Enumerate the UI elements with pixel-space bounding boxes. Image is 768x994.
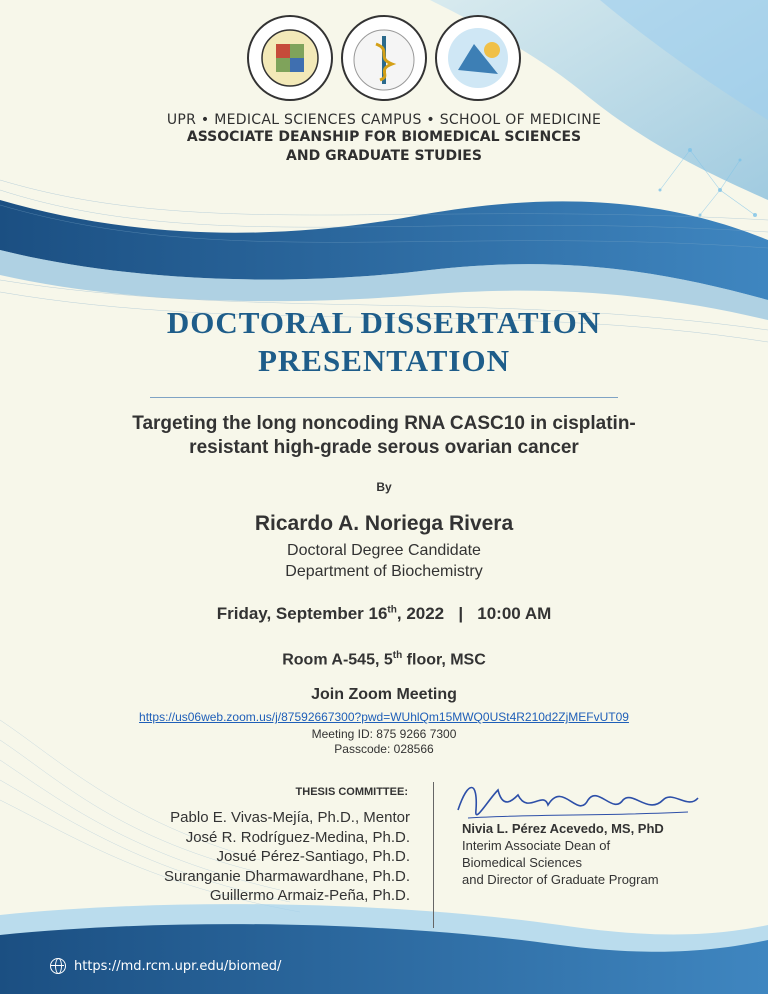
committee-list	[60, 808, 410, 906]
zoom-meeting-id: Meeting ID: 875 9266 7300	[311, 727, 457, 741]
location-sup: th	[392, 650, 403, 661]
signer-name: Nivia L. Pérez Acevedo, MS, PhD	[462, 821, 664, 836]
footer-website[interactable]	[50, 958, 281, 974]
logo-row	[0, 14, 768, 110]
presenter-department: Department of Biochemistry	[285, 563, 483, 580]
committee-divider	[433, 782, 434, 928]
committee-heading: THESIS COMMITTEE:	[295, 786, 408, 798]
signer-title-3: and Director of Graduate Program	[462, 872, 659, 887]
title-line-1: DOCTORAL DISSERTATION	[166, 305, 602, 340]
header-line-2: ASSOCIATE DEANSHIP FOR BIOMEDICAL SCIENCES	[186, 129, 582, 145]
signer-title-1: Interim Associate Dean of	[462, 838, 611, 853]
date-time	[0, 604, 768, 624]
thesis-title	[60, 412, 708, 460]
committee-member: Pablo E. Vivas-Mejía, Ph.D., Mentor	[170, 809, 410, 826]
presenter-role: Doctoral Degree Candidate	[287, 542, 481, 559]
thesis-line-1: Targeting the long noncoding RNA CASC10 in cisplatin-	[132, 413, 636, 434]
thesis-line-2: resistant high-grade serous ovarian cancer	[189, 437, 579, 458]
zoom-passcode: Passcode: 028566	[334, 742, 434, 756]
presenter-name: Ricardo A. Noriega Rivera	[254, 512, 514, 535]
escuela-de-medicina-seal	[340, 14, 428, 102]
location	[0, 650, 768, 669]
header-line-3: AND GRADUATE STUDIES	[286, 148, 482, 164]
committee-member: Suranganie Dharmawardhane, Ph.D.	[164, 867, 410, 885]
signer-block	[462, 820, 664, 888]
date-sup: th	[387, 604, 397, 616]
institution-header	[0, 112, 768, 166]
location-prefix: Room A-545, 5	[282, 651, 393, 669]
recinto-de-ciencias-medicas-seal	[246, 14, 334, 102]
zoom-meta	[0, 727, 768, 757]
date-prefix: Friday, September 16	[216, 604, 388, 623]
committee-member: Josué Pérez-Santiago, Ph.D.	[216, 848, 410, 865]
title-line-2: PRESENTATION	[257, 343, 510, 378]
presenter-details	[0, 540, 768, 582]
globe-icon	[50, 958, 66, 974]
signer-title-2: Biomedical Sciences	[462, 855, 582, 870]
committee-member: José R. Rodríguez-Medina, Ph.D.	[185, 828, 410, 846]
committee-member: Guillermo Armaiz-Peña, Ph.D.	[209, 887, 410, 904]
date-separator: |	[458, 604, 464, 623]
zoom-heading: Join Zoom Meeting	[311, 686, 457, 703]
time: 10:00 AM	[477, 604, 552, 623]
date-suffix: , 2022	[396, 604, 445, 623]
page-title	[0, 304, 768, 380]
location-suffix: floor, MSC	[402, 651, 486, 669]
zoom-link[interactable]: https://us06web.zoom.us/j/87592667300?pwd=WUhlQm15MWQ0USt4R210d2ZjMEFvUT09	[139, 710, 629, 724]
title-divider	[150, 397, 618, 398]
by-label: By	[376, 480, 392, 494]
header-line-1: UPR • MEDICAL SCIENCES CAMPUS • SCHOOL OF MEDICINE	[166, 112, 602, 128]
website-url[interactable]: https://md.rcm.upr.edu/biomed/	[74, 958, 282, 974]
division-ciencias-biomedicas-seal	[434, 14, 522, 102]
